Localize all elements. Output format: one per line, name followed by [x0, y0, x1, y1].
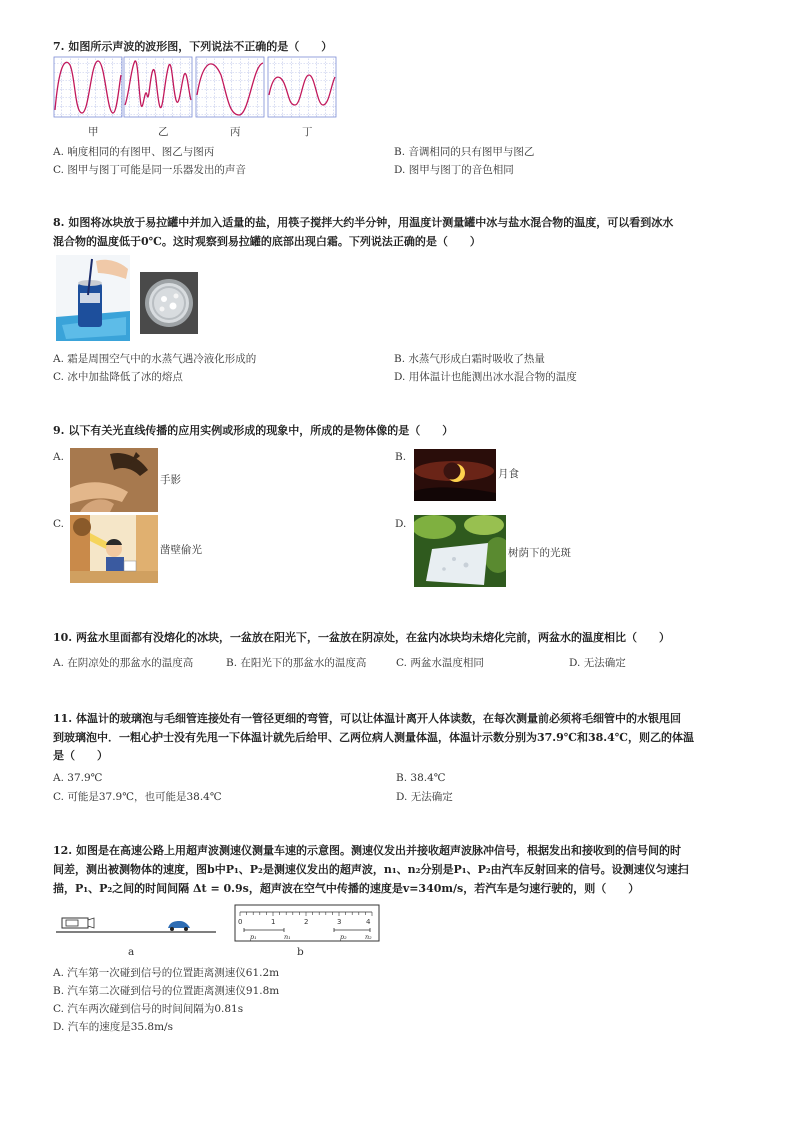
q9-caption-a: 手影 [160, 474, 181, 486]
q8-stem-line1: 8. 如图将冰块放于易拉罐中并加入适量的盐，用筷子搅拌大约半分钟，用温度计测量罐中冰与盐水混合物的温度，可以看到冰水 [53, 216, 674, 229]
scale-mark-p2: p₂ [340, 933, 347, 941]
q12-label-a: a [128, 946, 135, 958]
q10-option-b[interactable]: B. 在阳光下的那盆水的温度高 [226, 657, 367, 669]
q9-stem: 9. 以下有关光直线传播的应用实例或形成的现象中，所成的是物体像的是（ ） [53, 424, 454, 437]
q12-option-b[interactable]: B. 汽车第二次碰到信号的位置距离测速仪91.8m [53, 985, 280, 997]
q9-letter-c[interactable]: C. [53, 518, 64, 530]
q10-option-d[interactable]: D. 无法确定 [569, 657, 626, 669]
q9-eclipse-photo [414, 449, 496, 501]
q8-frost-photo [140, 272, 198, 334]
scale-num-0: 0 [238, 918, 243, 926]
q7-option-a[interactable]: A. 响度相同的有图甲、图乙与图丙 [53, 146, 215, 158]
q11-option-c[interactable]: C. 可能是37.9℃，也可能是38.4℃ [53, 791, 222, 803]
q11-stem-line1: 11. 体温计的玻璃泡与毛细管连接处有一管径更细的弯管，可以让体温计离开人体读数，在每次测量前必须将毛细管中的水银甩回 [53, 712, 681, 725]
scale-mark-p1: p₁ [250, 933, 257, 941]
q12-label-b: b [297, 946, 304, 958]
q9-letter-b[interactable]: B. [395, 451, 407, 463]
q10-option-a[interactable]: A. 在阴凉处的那盆水的温度高 [53, 657, 194, 669]
q7-option-b[interactable]: B. 音调相同的只有图甲与图乙 [394, 146, 535, 158]
q8-option-b[interactable]: B. 水蒸气形成白霜时吸收了热量 [394, 353, 545, 365]
q11-stem-line3: 是（ ） [53, 749, 108, 762]
q8-option-a[interactable]: A. 霜是周围空气中的水蒸气遇冷液化形成的 [53, 353, 257, 365]
scale-mark-n2: n₂ [365, 933, 372, 941]
scale-num-2: 2 [304, 918, 309, 926]
scale-num-1: 1 [271, 918, 276, 926]
q12-stem-line2: 间差，测出被测物体的速度，图b中P₁、P₂是测速仪发出的超声波，n₁、n₂分别是P₁、P₂由汽车反射回来的信号。设测速仪匀速扫 [53, 863, 689, 876]
q9-letter-d[interactable]: D. [395, 518, 407, 530]
q9-caption-b: 月食 [498, 468, 519, 480]
q8-option-d[interactable]: D. 用体温计也能测出冰水混合物的温度 [394, 371, 577, 383]
q12-figure-a [56, 910, 221, 940]
q10-option-c[interactable]: C. 两盆水温度相同 [396, 657, 484, 669]
q7-option-d[interactable]: D. 图甲与图丁的音色相同 [394, 164, 514, 176]
q7-label-bing: 丙 [230, 126, 241, 138]
q12-stem-line1: 12. 如图是在高速公路上用超声波测速仪测量车速的示意图。测速仪发出并接收超声波脉冲信号，根据发出和接收到的信号间的时 [53, 844, 681, 857]
q11-stem-line2: 到玻璃泡中．一粗心护士没有先甩一下体温计就先后给甲、乙两位病人测量体温，体温计示数分别为37.9℃和38.4℃，则乙的体温 [53, 731, 694, 744]
q9-letter-a[interactable]: A. [53, 451, 64, 463]
q11-option-d[interactable]: D. 无法确定 [396, 791, 453, 803]
q8-option-c[interactable]: C. 冰中加盐降低了冰的熔点 [53, 371, 183, 383]
q12-option-c[interactable]: C. 汽车两次碰到信号的时间间隔为0.81s [53, 1003, 244, 1015]
q9-caption-c: 凿壁偷光 [160, 544, 202, 556]
q7-waveform-figure [53, 55, 338, 123]
q8-stem-line2: 混合物的温度低于0℃。这时观察到易拉罐的底部出现白霜。下列说法正确的是（ ） [53, 235, 481, 248]
q7-label-ding: 丁 [302, 126, 313, 138]
q12-stem-line3: 描，P₁、P₂之间的时间间隔 Δt = 0.9s，超声波在空气中传播的速度是v=340m/s，若汽车是匀速行驶的，则（ ） [53, 882, 640, 895]
q8-can-photo [56, 255, 130, 341]
q12-figure-b [234, 904, 380, 942]
q9-tree-shade-photo [414, 515, 506, 587]
q11-option-b[interactable]: B. 38.4℃ [396, 772, 446, 784]
q10-stem: 10. 两盆水里面都有没熔化的冰块，一盆放在阳光下，一盆放在阴凉处，在盆内冰块均未熔化完前，两盆水的温度相比（ ） [53, 631, 670, 644]
q7-label-yi: 乙 [158, 126, 169, 138]
q11-option-a[interactable]: A. 37.9℃ [53, 772, 103, 784]
q12-option-a[interactable]: A. 汽车第一次碰到信号的位置距离测速仪61.2m [53, 967, 280, 979]
q9-caption-d: 树荫下的光斑 [508, 547, 571, 559]
q7-option-c[interactable]: C. 图甲与图丁可能是同一乐器发出的声音 [53, 164, 246, 176]
q9-chisel-wall-photo [70, 515, 158, 583]
scale-mark-n1: n₁ [284, 933, 291, 941]
q9-hand-shadow-photo [70, 448, 158, 512]
q7-stem: 7. 如图所示声波的波形图，下列说法不正确的是（ ） [53, 40, 333, 53]
q7-label-jia: 甲 [88, 126, 99, 138]
scale-num-3: 3 [337, 918, 342, 926]
scale-num-4: 4 [366, 918, 371, 926]
q12-option-d[interactable]: D. 汽车的速度是35.8m/s [53, 1021, 173, 1033]
